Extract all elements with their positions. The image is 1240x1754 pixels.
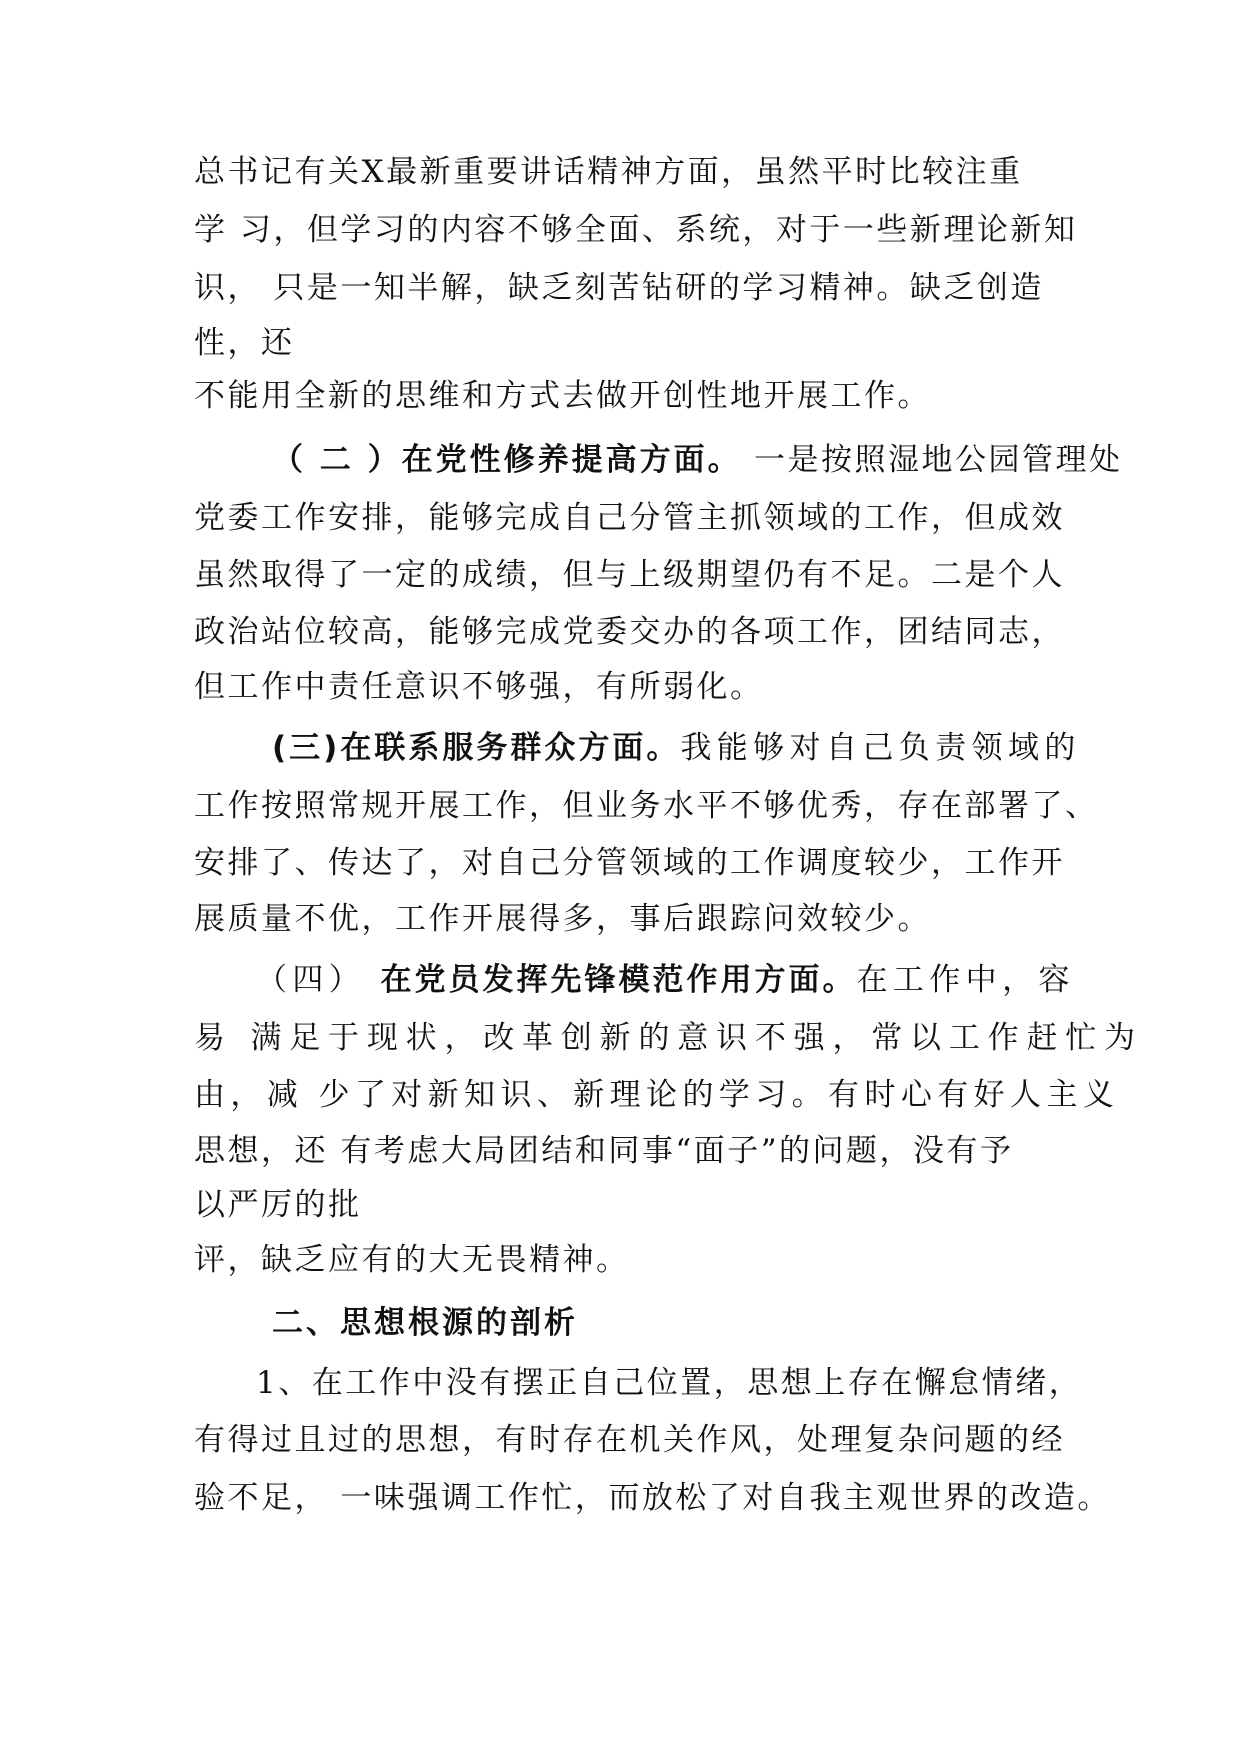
paragraph-4-line-5: 以严厉的批 [194,1187,362,1223]
paragraph-5-line-3: 验不足， 一味强调工作忙，而放松了对自我主观世界的改造。 [194,1480,1111,1516]
paragraph-2-line-1-rest: 一是按照湿地公园管理处 [741,442,1123,478]
paragraph-2-line-4: 政治站位较高，能够完成党委交办的各项工作，团结同志， [194,614,1065,650]
paragraph-2-line-2: 党委工作安排，能够完成自己分管主抓领域的工作，但成效 [194,500,1065,536]
paragraph-2-line-1 [272,440,1122,480]
paragraph-1-line-1: 总书记有关X最新重要讲话精神方面，虽然平时比较注重 [194,154,1023,190]
paragraph-4-line-1 [256,960,1075,1000]
paragraph-4-line-1-rest: 在工作中，容 [856,962,1075,998]
paragraph-3-line-1 [272,728,1081,768]
paragraph-1-line-3: 识， 只是一知半解，缺乏刻苦钻研的学习精神。缺乏创造 [194,270,1044,306]
paragraph-1-line-5: 不能用全新的思维和方式去做开创性地开展工作。 [194,378,931,414]
section-heading: 二、思想根源的剖析 [272,1305,578,1341]
paragraph-2-line-5: 但工作中责任意识不够强，有所弱化。 [194,669,764,705]
paragraph-3-lead: (三)在联系服务群众方面。 [272,730,681,766]
paragraph-4-line-2: 易 满足于现状，改革创新的意识不强，常以工作赶忙为 [194,1020,1143,1056]
paragraph-2-lead: （ 二 ）在党性修养提高方面。 [272,442,742,478]
paragraph-2-line-3: 虽然取得了一定的成绩，但与上级期望仍有不足。二是个人 [194,557,1065,593]
paragraph-5-line-2: 有得过且过的思想，有时存在机关作风，处理复杂问题的经 [194,1422,1065,1458]
paragraph-4-line-4: 思想，还 有考虑大局团结和同事“面子”的问题，没有予 [194,1133,1014,1169]
paragraph-4-lead: 在党员发挥先锋模范作用方面。 [380,962,857,998]
paragraph-5-line-1: 1、在工作中没有摆正自己位置，思想上存在懈怠情绪， [256,1365,1083,1401]
paragraph-4-line-3: 由，减 少了对新知识、新理论的学习。有时心有好人主义 [194,1077,1120,1113]
paragraph-3-line-2: 工作按照常规开展工作，但业务水平不够优秀，存在部署了、 [194,788,1099,824]
paragraph-4-line-6: 评，缺乏应有的大无畏精神。 [194,1242,630,1278]
paragraph-4-prefix: （四） [256,962,381,998]
paragraph-3-line-4: 展质量不优，工作开展得多，事后跟踪问效较少。 [194,901,931,937]
paragraph-3-line-1-rest: 我能够对自己负责领域的 [680,730,1081,766]
paragraph-1-line-4: 性，还 [194,325,295,361]
paragraph-1-line-2: 学 习，但学习的内容不够全面、系统，对于一些新理论新知 [194,212,1078,248]
paragraph-3-line-3: 安排了、传达了，对自己分管领域的工作调度较少，工作开 [194,845,1065,881]
